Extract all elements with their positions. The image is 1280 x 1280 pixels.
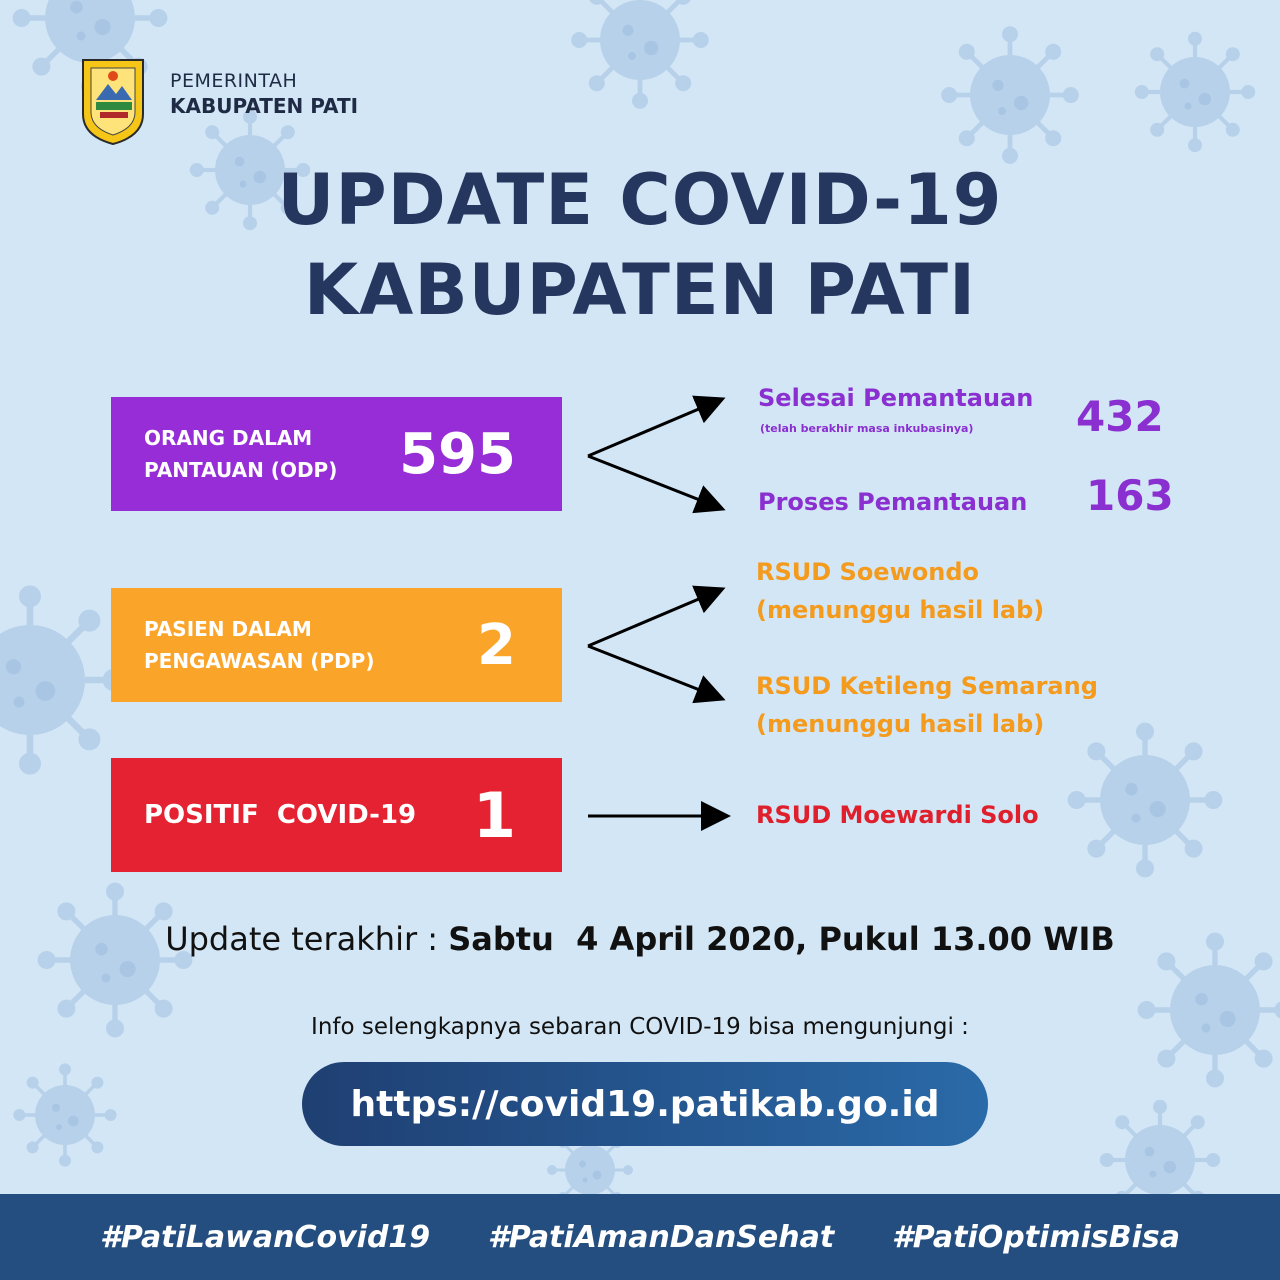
info-text: Info selengkapnya sebaran COVID-19 bisa mengunjungi : [311, 1014, 969, 1040]
hashtag-2: #PatiAmanDanSehat [487, 1219, 835, 1255]
pdp-count: 2 [477, 612, 516, 678]
arrow-pdp-bottom [588, 646, 720, 698]
odp-finished-count: 432 [1076, 392, 1164, 441]
odp-process-count: 163 [1086, 471, 1174, 520]
pdp-box [111, 588, 562, 702]
odp-finished-label: Selesai Pemantauan [758, 384, 1034, 412]
odp-label: ORANG DALAM PANTAUAN (ODP) [144, 426, 338, 482]
pdp-hospital-1: RSUD Soewondo (menunggu hasil lab) [756, 558, 1045, 624]
odp-count: 595 [399, 421, 516, 487]
page-title-line2: KABUPATEN PATI [303, 249, 977, 331]
odp-box [111, 397, 562, 511]
branch-arrows [580, 390, 740, 840]
positive-hospital: RSUD Moewardi Solo [756, 801, 1039, 829]
positive-box [111, 758, 562, 872]
arrow-pdp-top [588, 590, 720, 646]
pdp-hospital-2: RSUD Ketileng Semarang (menunggu hasil lab) [756, 672, 1098, 738]
odp-finished-note: (telah berakhir masa inkubasinya) [760, 422, 974, 435]
hashtag-3: #PatiOptimisBisa [891, 1219, 1180, 1255]
kabupaten-pati-crest-icon [78, 52, 148, 146]
arrow-odp-bottom [588, 456, 720, 508]
page-title-line1: UPDATE COVID-19 [277, 159, 1003, 241]
positive-count: 1 [472, 778, 516, 852]
website-link[interactable]: https://covid19.patikab.go.id [302, 1062, 988, 1146]
positive-label: POSITIF COVID-19 [144, 800, 417, 830]
pdp-label: PASIEN DALAM PENGAWASAN (PDP) [144, 617, 375, 673]
hashtag-footer [0, 1194, 1280, 1280]
arrow-odp-top [588, 400, 720, 456]
hashtag-1: #PatiLawanCovid19 [100, 1219, 431, 1255]
government-name-line1: PEMERINTAH [170, 70, 298, 92]
government-name-line2: KABUPATEN PATI [170, 94, 359, 118]
last-update: Update terakhir : Sabtu 4 April 2020, Pukul 13.00 WIB [165, 920, 1115, 958]
odp-process-label: Proses Pemantauan [758, 488, 1028, 516]
